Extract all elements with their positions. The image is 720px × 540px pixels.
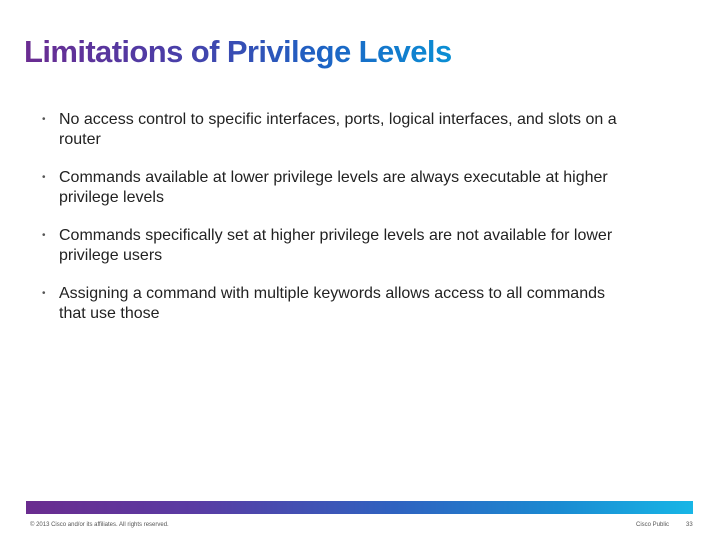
bullet-list xyxy=(42,110,632,342)
bullet-item xyxy=(42,226,632,266)
footer-page-number: 33 xyxy=(686,522,693,528)
bullet-item xyxy=(42,110,632,150)
bullet-text: No access control to specific interfaces, ports, logical interfaces, and slots on a router xyxy=(59,111,617,148)
bullet-text: Commands available at lower privilege levels are always executable at higher privilege levels xyxy=(59,169,608,206)
bullet-text: Commands specifically set at higher privilege levels are not available for lower privilege users xyxy=(59,227,613,264)
bullet-item xyxy=(42,284,632,324)
bullet-dot-icon: • xyxy=(42,114,46,125)
bullet-dot-icon: • xyxy=(42,230,46,241)
slide-title: Limitations of Privilege Levels xyxy=(24,34,452,69)
footer-classification: Cisco Public xyxy=(636,522,670,528)
footer-copyright: © 2013 Cisco and/or its affiliates. All rights reserved. xyxy=(30,522,169,528)
bullet-text: Assigning a command with multiple keywords allows access to all commands that use those xyxy=(59,285,605,322)
bullet-dot-icon: • xyxy=(42,172,46,183)
footer-gradient-bar xyxy=(26,501,693,514)
bullet-item xyxy=(42,168,632,208)
bullet-dot-icon: • xyxy=(42,288,46,299)
